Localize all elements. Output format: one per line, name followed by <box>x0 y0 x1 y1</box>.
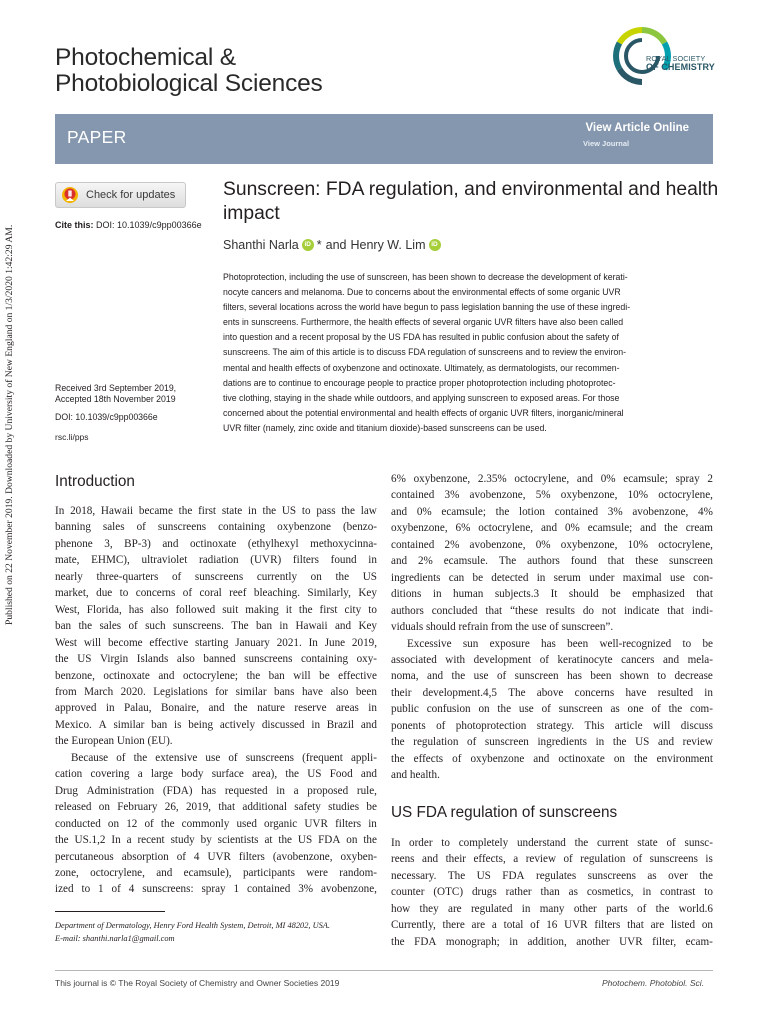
left-body-column <box>55 503 377 898</box>
view-journal-link[interactable]: View Journal <box>583 139 630 148</box>
body-text-line: Because of the extensive use of sunscreens (frequent appli- <box>71 751 377 764</box>
body-text-line: contained 2% avobenzone, 0% oxybenzone, 10% octocrylene, <box>391 538 713 551</box>
body-text-line: In order to completely understand the current state of sunsc- <box>391 837 713 849</box>
cite-this <box>55 220 202 230</box>
body-text-line: counter (OTC) drugs rather than as cosmetics, in contrast to <box>391 886 713 899</box>
author-2: Henry W. Lim <box>350 238 426 252</box>
author-email[interactable]: E-mail: shanthi.narla1@gmail.com <box>55 933 175 943</box>
abstract-line: ents in sunscreens. Furthermore, the health effects of several organic UVR filters have also been called <box>223 317 624 328</box>
abstract-line: Photoprotection, including the use of sunscreen, has been shown to decrease the development of kerati- <box>223 272 628 282</box>
body-text-line: Currently, there are a total of 16 UVR filters that are listed on <box>391 919 713 932</box>
body-text-line: public confusion on the use of sunscreen as one of the com- <box>391 703 713 716</box>
body-text-line: authors concluded that “these results do not indicate that indi- <box>391 604 713 617</box>
body-text-line: benzone, octinoxate and octocrylene; the ban will be effective <box>55 669 377 682</box>
orcid-icon[interactable]: iD <box>302 239 314 251</box>
body-text-line: zone, octocrylene, and ecamsule), participants were random- <box>55 866 377 879</box>
body-text-line: West will become effective starting January 2021. In June 2019, <box>55 636 377 649</box>
body-text-line: from March 2020. Legislations for similar bans have also been <box>55 685 377 698</box>
publication-side-note: Published on 22 November 2019. Downloaded by University of New England on 1/3/2020 1:42:29 AM. <box>4 224 15 625</box>
journal-short-link[interactable]: rsc.li/pps <box>55 432 89 442</box>
body-text-line: Drug Administration (FDA) has requested in a proposed rule, <box>55 784 377 797</box>
article-doi[interactable]: DOI: 10.1039/c9pp00366e <box>55 412 158 422</box>
body-text-line: market, due to concerns of coral reef bleaching. Similarly, Key <box>55 587 377 600</box>
check-updates-label: Check for updates <box>86 189 176 201</box>
corresponding-mark: * <box>316 238 322 252</box>
rsc-line-2: OF CHEMISTRY <box>646 62 715 72</box>
copyright-footer: This journal is © The Royal Society of Chemistry and Owner Societies 2019 <box>55 978 340 988</box>
abstract-line: nocyte cancers and melanoma. Due to concerns about the environmental effects of some organic UVR <box>223 287 621 298</box>
body-text-line: ingredients can be detected in serum under maximal use con- <box>391 571 713 584</box>
body-text-line: the US Virgin Islands also banned sunscreens containing oxy- <box>55 653 377 666</box>
cite-label: Cite this: <box>55 220 94 230</box>
body-text-line: ponents of photoprotection strategy. This article will discuss <box>391 719 713 732</box>
body-text-line: and health. <box>391 769 440 782</box>
body-text-line: banning sales of sunscreens containing oxybenzone (benzo- <box>55 521 377 534</box>
body-text-line: ditions in human subjects.3 It should be emphasized that <box>391 588 713 601</box>
body-text-line: ban the sales of such sunscreens. The ban in Hawaii and Key <box>55 620 377 633</box>
abstract-line: filters, several locations across the world have begun to pass legislation banning the use of these ingredi- <box>223 302 631 313</box>
body-text-line: the regulation of sunscreen ingredients in the US and review <box>391 736 713 749</box>
paper-banner <box>55 114 713 164</box>
abstract-line: sunscreens. The aim of this article is to discuss FDA regulation of sunscreens and to review the environ- <box>223 347 627 358</box>
rsc-line-1: ROYAL SOCIETY <box>646 54 706 63</box>
body-text-line: 6% oxybenzone, 2.35% octocrylene, and 0% ecamsule; spray 2 <box>391 473 713 485</box>
abstract-line: into question and a recent proposal by the US FDA has resulted in public confusion about the safety of <box>223 332 619 343</box>
body-text-line: ized to 1 of 4 sunscreens: spray 1 contained 3% avobenzone, <box>55 883 377 896</box>
journal-title-line-1: Photochemical & <box>55 44 236 71</box>
body-text-line: how they are regulated in many other parts of the world.6 <box>391 902 713 915</box>
body-text-line: the FDA monograph; in addition, another UVR filter, ecam- <box>391 935 713 948</box>
section-heading-fda-regulation: US FDA regulation of sunscreens <box>391 804 618 821</box>
body-text-line: mate, EHMC), ultraviolet radiation (UVR) filters found in <box>55 554 377 567</box>
body-text-line: the European Union (EU). <box>55 735 173 748</box>
check-updates-icon <box>61 186 79 204</box>
abstract <box>223 270 715 436</box>
body-text-line: necessary. The US FDA regulates sunscreens as over the <box>391 869 713 882</box>
right-body-column-bottom <box>391 835 713 950</box>
article-type-label: PAPER <box>67 127 127 147</box>
view-article-online-link[interactable]: View Article Online <box>585 122 689 134</box>
rsc-logo-text <box>646 54 715 72</box>
author-1: Shanthi Narla <box>223 238 299 252</box>
abstract-line: dations are to continue to encourage people to practice proper photoprotection including photoprotec- <box>223 377 616 388</box>
article-history <box>55 383 215 404</box>
abstract-line: UVR filter (namely, zinc oxide and titanium dioxide)-based sunscreens can be used. <box>223 422 547 433</box>
right-body-column-top <box>391 471 713 784</box>
body-text-line: the US.1,2 In a recent study by scientists at the US FDA on the <box>55 834 377 847</box>
article-title: Sunscreen: FDA regulation, and environmental and health impact <box>223 179 719 224</box>
cite-doi[interactable]: DOI: 10.1039/c9pp00366e <box>96 220 202 230</box>
abstract-line: tive clothing, staying in the shade while outdoors, and applying sunscreen to exposed areas. For those <box>223 392 620 403</box>
section-heading-introduction: Introduction <box>55 473 135 490</box>
body-text-line: contained 3% avobenzone, 5% oxybenzone, 10% octocrylene, <box>391 489 713 502</box>
journal-title-line-2: Photobiological Sciences <box>55 70 323 97</box>
received-date: Received 3rd September 2019, <box>55 383 177 393</box>
abstract-line: concerned about the potential environmental and health effects of organic UVR filters, inorganic/mineral <box>223 407 624 418</box>
body-text-line: phenone 3, BP-3) and octinoxate (ethylhexyl methoxycinna- <box>55 537 377 550</box>
abstract-line: mental and health effects of oxybenzone and octinoxate. Ultimately, as dermatologists, our recommen- <box>223 362 620 373</box>
journal-title <box>55 45 475 97</box>
body-text-line: and 2% ecamsule. The authors found that these sunscreen <box>391 555 713 568</box>
body-text-line: the effects of oxybenzone and octinoxate on the environment <box>391 752 713 765</box>
body-text-line: Mexico. A similar ban is being actively discussed in Brazil and <box>55 718 377 731</box>
author-list <box>223 238 444 252</box>
body-text-line: their development.4,5 The above concerns have resulted in <box>391 686 713 699</box>
body-text-line: approved in Palau, Bonaire, and the nature reserve areas in <box>55 702 377 715</box>
body-text-line: viduals should refrain from the use of sunscreen”. <box>391 621 614 634</box>
body-text-line: released on February 26, 2019, that additional safety studies be <box>55 801 377 814</box>
footnote-rule <box>55 911 165 912</box>
journal-abbrev-footer: Photochem. Photobiol. Sci. <box>602 978 705 988</box>
body-text-line: nearly three-quarters of sunscreens currently on the US <box>55 570 377 583</box>
body-text-line: cation covering a large body surface area), the US Food and <box>55 768 377 781</box>
author-joiner: and <box>325 238 347 252</box>
check-for-updates-button[interactable] <box>55 182 186 208</box>
body-text-line: In 2018, Hawaii became the first state in the US to pass the law <box>55 505 377 517</box>
body-text-line: noma, and the use of sunscreen has been shown to decrease <box>391 670 713 683</box>
body-text-line: associated with development of keratinocyte cancers and mela- <box>391 653 713 666</box>
body-text-line: percutaneous absorption of 4 UVR filters (avobenzone, oxyben- <box>55 850 377 863</box>
affiliation-footnote <box>55 920 330 945</box>
body-text-line: and 0% ecamsule; the lotion contained 3% avobenzone, 4% <box>391 505 713 518</box>
orcid-icon[interactable]: iD <box>429 239 441 251</box>
body-text-line: Excessive sun exposure has been well-recognized to be <box>407 637 713 650</box>
body-text-line: reens and their effects, a review of regulation of sunscreens is <box>391 853 713 866</box>
affiliation-text: Department of Dermatology, Henry Ford Health System, Detroit, MI 48202, USA. <box>55 921 331 930</box>
body-text-line: West, Florida, has also followed suit making it the first city to <box>55 603 377 616</box>
accepted-date: Accepted 18th November 2019 <box>55 393 176 404</box>
body-text-line: conducted on 12 of the commonly used organic UVR filters in <box>55 817 377 830</box>
body-text-line: oxybenzone, 6% octocrylene, and 0% ecamsule; and the cream <box>391 522 713 535</box>
footer-rule <box>55 970 713 971</box>
